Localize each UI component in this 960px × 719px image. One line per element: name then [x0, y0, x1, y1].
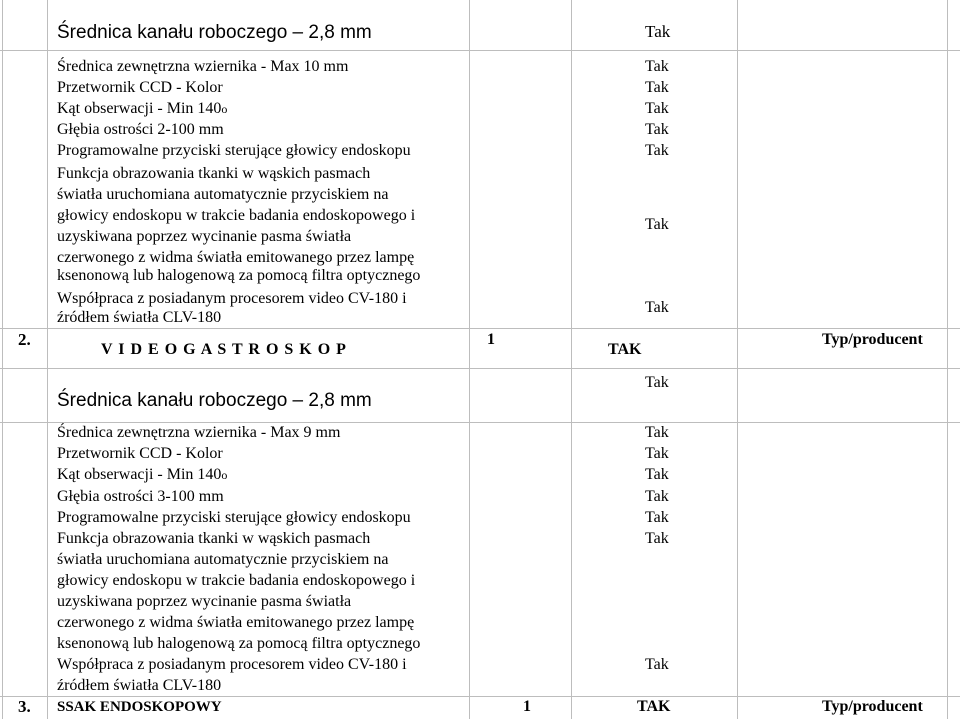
- spec-label: źródłem światła CLV-180: [57, 309, 222, 326]
- spec-label: ksenonową lub halogenową za pomocą filtra optycznego: [57, 635, 421, 652]
- row-divider: [0, 50, 960, 51]
- spec-label: uzyskiwana poprzez wycinanie pasma światła: [57, 228, 352, 245]
- spec-label: światła uruchomiana automatycznie przyciskiem na: [57, 186, 389, 203]
- row-divider: [0, 328, 960, 329]
- row-divider: [0, 368, 960, 369]
- item-tak: TAK: [608, 341, 642, 358]
- value-cell: Tak: [645, 374, 669, 391]
- item-name: V I D E O G A S T R O S K O P: [101, 341, 347, 358]
- spec-label: światła uruchomiana automatycznie przyciskiem na: [57, 551, 389, 568]
- value-cell: Tak: [645, 79, 669, 96]
- column-divider: [737, 0, 738, 719]
- spec-label: Przetwornik CCD - Kolor: [57, 445, 223, 462]
- item-type: Typ/producent: [822, 698, 923, 715]
- value-cell: Tak: [645, 509, 669, 526]
- value-cell: Tak: [645, 121, 669, 138]
- value-cell: Tak: [645, 424, 669, 441]
- item-name: SSAK ENDOSKOPOWY: [57, 699, 222, 715]
- spec-label: czerwonego z widma światła emitowanego przez lampę: [57, 249, 415, 266]
- value-cell: Tak: [645, 445, 669, 462]
- value-cell: Tak: [645, 488, 669, 505]
- value-cell: Tak: [645, 216, 669, 233]
- spec-label: źródłem światła CLV-180: [57, 677, 222, 694]
- column-divider: [2, 0, 3, 719]
- spec-label: Kąt obserwacji - Min 140$^o$: [57, 466, 228, 483]
- spec-label: uzyskiwana poprzez wycinanie pasma światła: [57, 593, 352, 610]
- value-cell: Tak: [645, 100, 669, 117]
- column-divider: [947, 0, 948, 719]
- item-qty: 1: [523, 698, 531, 715]
- section-heading: Średnica kanału roboczego – 2,8 mm: [57, 390, 372, 411]
- column-divider: [47, 0, 48, 719]
- item-tak: TAK: [637, 698, 671, 715]
- value-cell: Tak: [645, 656, 669, 673]
- section-heading: Średnica kanału roboczego – 2,8 mm: [57, 22, 372, 43]
- spec-label: Współpraca z posiadanym procesorem video CV-180 i: [57, 656, 407, 673]
- spec-label: Programowalne przyciski sterujące głowicy endoskopu: [57, 142, 411, 159]
- spec-label: Funkcja obrazowania tkanki w wąskich pasmach: [57, 530, 371, 547]
- item-number: 2.: [18, 330, 31, 349]
- spec-label: Funkcja obrazowania tkanki w wąskich pasmach: [57, 165, 371, 182]
- column-divider: [469, 0, 470, 719]
- spec-label: Średnica zewnętrzna wziernika - Max 9 mm: [57, 424, 341, 441]
- column-divider: [571, 0, 572, 719]
- spec-label: głowicy endoskopu w trakcie badania endoskopowego i: [57, 572, 416, 589]
- spec-label: czerwonego z widma światła emitowanego przez lampę: [57, 614, 415, 631]
- value-cell: Tak: [645, 299, 669, 316]
- value-cell: Tak: [645, 466, 669, 483]
- value-cell: Tak: [645, 530, 669, 547]
- spec-label: Przetwornik CCD - Kolor: [57, 79, 223, 96]
- spec-label: Głębia ostrości 3-100 mm: [57, 488, 224, 505]
- spec-label: Programowalne przyciski sterujące głowicy endoskopu: [57, 509, 411, 526]
- item-type: Typ/producent: [822, 331, 923, 348]
- item-number: 3.: [18, 697, 31, 716]
- spec-label: głowicy endoskopu w trakcie badania endoskopowego i: [57, 207, 416, 224]
- value-cell: Tak: [645, 58, 669, 75]
- value-cell: Tak: [645, 142, 669, 159]
- spec-label: Współpraca z posiadanym procesorem video CV-180 i: [57, 290, 407, 307]
- spec-label: Kąt obserwacji - Min 140$^o$: [57, 100, 228, 117]
- item-qty: 1: [487, 331, 495, 348]
- spec-label: ksenonową lub halogenową za pomocą filtra optycznego: [57, 267, 421, 284]
- value-cell: Tak: [645, 22, 671, 41]
- spec-label: Średnica zewnętrzna wziernika - Max 10 mm: [57, 58, 349, 75]
- spec-label: Głębia ostrości 2-100 mm: [57, 121, 224, 138]
